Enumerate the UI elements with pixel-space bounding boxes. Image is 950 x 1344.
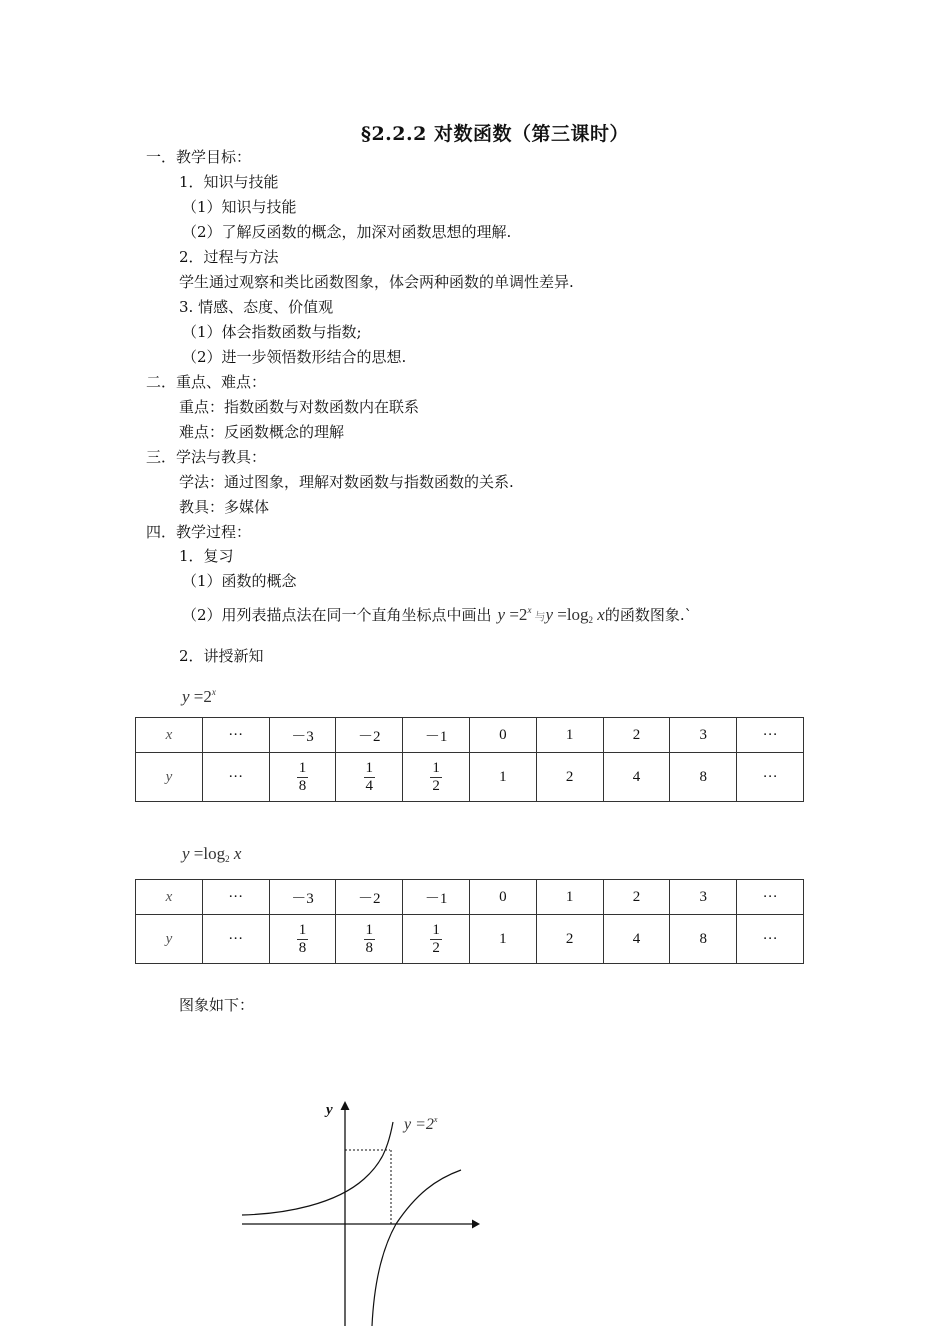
table-cell: 2 [603, 718, 670, 753]
table-row-y [136, 915, 804, 964]
table-cell: －3 [269, 880, 336, 915]
value-table-log [135, 879, 804, 964]
table-cell: y [136, 753, 203, 802]
table-cell: －2 [336, 718, 403, 753]
formula-exp-inline: $y =2^x$ [497, 605, 532, 624]
table-cell: 4 [603, 915, 670, 964]
page-title: §2.2.2 对数函数（第三课时） [361, 123, 629, 145]
table-cell-fraction: $\frac{1}{8}$ [269, 915, 336, 964]
and-word: 与 [534, 610, 546, 623]
subsection-knowledge: 1．知识与技能 [179, 173, 279, 191]
section-1-heading: 一．教学目标： [146, 148, 252, 166]
table-cell: ··· [737, 753, 804, 802]
table-cell: ··· [202, 880, 269, 915]
item-review-2-tail: 的函数图象.` [604, 606, 693, 624]
teaching-aid: 教具：多媒体 [179, 498, 270, 516]
table-cell: ··· [202, 753, 269, 802]
y-axis-label: y [326, 1102, 333, 1118]
table-cell: －1 [403, 880, 470, 915]
table-cell: 8 [670, 915, 737, 964]
table-cell: 1 [536, 880, 603, 915]
formula-exp-label: $y =2^x$ [182, 687, 216, 706]
table-cell: x [136, 718, 203, 753]
table-cell: 3 [670, 718, 737, 753]
item-review-2-text: （2）用列表描点法在同一个直角坐标点中画出 [182, 606, 492, 624]
difficult-point: 难点：反函数概念的理解 [179, 423, 345, 441]
subsection-review: 1．复习 [179, 547, 234, 565]
section-4-heading: 四．教学过程： [146, 523, 252, 541]
graph-caption: 图象如下： [179, 996, 255, 1014]
x-axis-arrow-icon [472, 1220, 480, 1229]
item-review-1: （1）函数的概念 [182, 572, 297, 590]
function-graph [236, 1094, 486, 1334]
table-cell: －1 [403, 718, 470, 753]
table-cell: －2 [336, 880, 403, 915]
table-cell: ··· [737, 915, 804, 964]
subsection-emotion: 3. 情感、态度、价值观 [179, 298, 334, 316]
formula-log-inline: $y =\log_2$ x [545, 605, 605, 625]
subsection-new-knowledge: 2．讲授新知 [179, 647, 264, 665]
table-cell: 8 [670, 753, 737, 802]
table-cell: x [136, 880, 203, 915]
item-emotion-2: （2）进一步领悟数形结合的思想. [182, 348, 407, 366]
section-3-heading: 三．学法与教具： [146, 448, 267, 466]
table-cell: 2 [603, 880, 670, 915]
table-cell: 2 [536, 753, 603, 802]
table-cell: 0 [469, 880, 536, 915]
key-point: 重点：指数函数与对数函数内在联系 [179, 398, 420, 416]
table-cell: －3 [269, 718, 336, 753]
item-knowledge-2: （2）了解反函数的概念，加深对函数思想的理解. [182, 223, 512, 241]
learning-method: 学法：通过图象，理解对数函数与指数函数的关系. [179, 473, 514, 491]
item-review-2 [182, 598, 692, 632]
table-cell-fraction: $\frac{1}{8}$ [336, 915, 403, 964]
section-2-heading: 二．重点、难点： [146, 373, 267, 391]
table-cell-fraction: $\frac{1}{2}$ [403, 915, 470, 964]
item-process: 学生通过观察和类比函数图象，体会两种函数的单调性差异. [179, 273, 574, 291]
subsection-process: 2．过程与方法 [179, 248, 279, 266]
table-cell: 1 [469, 915, 536, 964]
log-curve [372, 1170, 461, 1326]
table-row-x [136, 718, 804, 753]
item-knowledge-1: （1）知识与技能 [182, 198, 297, 216]
table-cell: ··· [737, 880, 804, 915]
y-axis-arrow-icon [341, 1101, 350, 1110]
value-table-exp [135, 717, 804, 802]
table-cell-fraction: $\frac{1}{2}$ [403, 753, 470, 802]
table-cell: ··· [737, 718, 804, 753]
formula-log-label: $y =\log_2$ x [182, 844, 242, 864]
table-row-x [136, 880, 804, 915]
table-cell: 0 [469, 718, 536, 753]
table-cell: y [136, 915, 203, 964]
table-cell: ··· [202, 718, 269, 753]
item-emotion-1: （1）体会指数函数与指数; [182, 323, 362, 341]
exp-curve [242, 1122, 393, 1215]
table-cell: 1 [469, 753, 536, 802]
table-cell: ··· [202, 915, 269, 964]
table-row-y [136, 753, 804, 802]
table-cell: 1 [536, 718, 603, 753]
table-cell: 2 [536, 915, 603, 964]
table-cell-fraction: $\frac{1}{4}$ [336, 753, 403, 802]
curve-label: $y =2^x$ [404, 1115, 438, 1133]
table-cell: 3 [670, 880, 737, 915]
table-cell: 4 [603, 753, 670, 802]
table-cell-fraction: $\frac{1}{8}$ [269, 753, 336, 802]
